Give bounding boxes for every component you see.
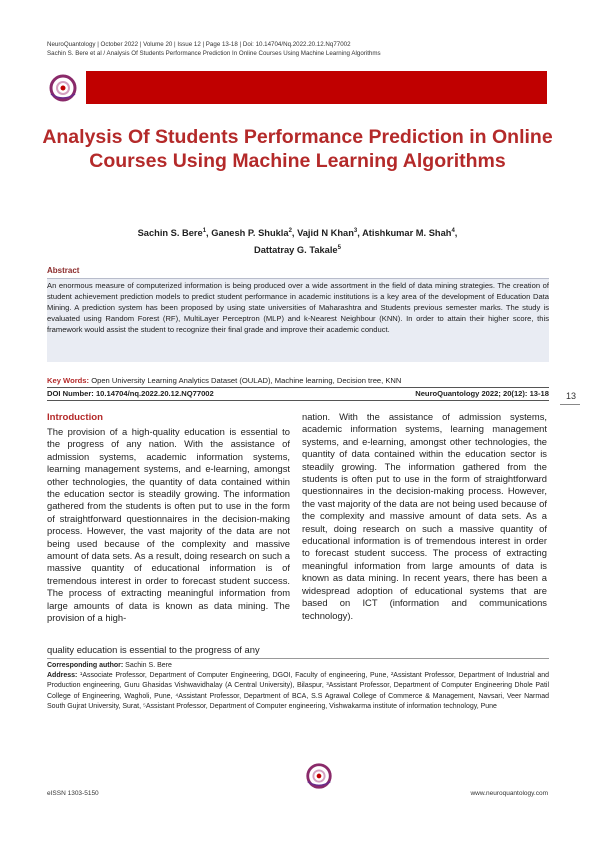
author-affiliation-mark: 1	[202, 228, 207, 234]
page-number-underline	[560, 404, 580, 405]
author-name: Ganesh P. Shukla	[211, 228, 289, 239]
keywords-line	[47, 376, 549, 385]
address-label: Address:	[47, 672, 78, 680]
doi-number: DOI Number: 10.14704/nq.2022.20.12.NQ77002	[47, 389, 214, 398]
page-number: 13	[566, 391, 577, 401]
keywords-label: Key Words:	[47, 376, 90, 385]
corresponding-author-block	[47, 661, 549, 712]
divider	[47, 658, 549, 659]
author-name: Sachin S. Bere	[137, 228, 203, 239]
running-header-line2: Sachin S. Bere et al / Analysis Of Students Performance Prediction In Online Courses Using Machine Learning Algorithms	[47, 50, 381, 57]
address-text: ¹Associate Professor, Department of Computer Engineering, DGOI, Faculty of engineering, Pune, ²Assistant Professor, Department of Industrial and Production engineering, Guru Ghasidas Vishwavidhalay (A Central University), Bilaspur, ³Assistant Professor, Department of Computer Engineering Dhole Patil College of Engineering, Wagholi, Pune, ⁴Assistant Professor, Department of BCA, S.S Agrawal College of Commerce & Management, Navsari, Veer Narmad South Gujrat University, Surat, ⁵Assistant Professor, Department of Computer engineering, Vishwakarma institute of information technology, Pune	[47, 672, 549, 710]
author-affiliation-mark: 5	[337, 245, 341, 252]
author-affiliation-mark: 3	[353, 228, 358, 234]
section-heading-introduction: Introduction	[47, 412, 103, 423]
header-red-bar	[86, 71, 547, 104]
body-column-left-tail: quality education is essential to the progress of any	[47, 644, 260, 655]
footer-url[interactable]: www.neuroquantology.com	[470, 790, 548, 797]
divider	[47, 387, 549, 388]
journal-citation: NeuroQuantology 2022; 20(12): 13-18	[415, 389, 549, 398]
neuroquantology-logo-icon	[304, 761, 334, 791]
paper-title: Analysis Of Students Performance Prediction in Online Courses Using Machine Learning Algorithms	[42, 126, 553, 172]
body-column-right: nation. With the assistance of admission systems, academic information systems, learning management systems, and e-learning, amongst other technologies, the quantity of data contained within the education sector is steadily growing. The information gathered from the students is often put to use in the form of straightforward questionnaires in the decision-making process. However, the vast majority of the data are not being used because of the complexity and massive amount of data sets. As a result, doing research on such a massive quantity of educational information is of tremendous interest in order to forecast student success. The process of extracting meaningful information from large amounts of data is known as data mining. In recent years, there has been a widespread adoption of educational systems that are based on ICT (information and communications technology).	[302, 411, 547, 621]
author-affiliation-mark: 2	[288, 228, 292, 234]
corresponding-author-name: Sachin S. Bere	[125, 662, 172, 669]
author-affiliation-mark: 4	[451, 228, 455, 234]
author-name: Vajid N Khan	[297, 228, 354, 239]
running-header-line1: NeuroQuantology | October 2022 | Volume 20 | Issue 12 | Page 13-18 | Doi: 10.14704/Nq.2022.20.12.Nq77002	[47, 41, 351, 48]
body-column-left: The provision of a high-quality education is essential to the progress of any nation. With the assistance of admission systems, academic information systems, learning management systems, and e-learning, amongst other technologies, the quantity of data contained within the education sector is steadily growing. The information gathered from the students is often put to use in the form of straightforward questionnaires in the decision-making process. However, the vast majority of the data are not being used because of the complexity and massive amount of data sets. As a result, doing research on such a massive quantity of educational information is of tremendous interest in order to forecast student success. The process of extracting meaningful information from large amounts of data is known as data mining. The provision of a high-	[47, 426, 290, 624]
keywords-text: Open University Learning Analytics Dataset (OULAD), Machine learning, Decision tree, KNN	[91, 376, 402, 385]
abstract-heading: Abstract	[47, 266, 80, 275]
affiliation-address	[47, 671, 549, 712]
neuroquantology-logo-icon	[47, 72, 79, 104]
author-list: Sachin S. Bere$^1$, Ganesh P. Shukla$^2$, Vajid N Khan$^3$, Atishkumar M. Shah$^4$, Dattatray G. Takale$^5$	[137, 228, 458, 256]
author-name: Dattatray G. Takale	[254, 245, 338, 256]
abstract-text: An enormous measure of computerized information is being produced over a wide assortment in the field of data mining strategies. The creation of student achievement prediction models to predict student performance in academic institutions is a key area of the development of Education Data Mining. A prediction system has been proposed by using state universities of Maharashtra and Students previous semester marks. The study is evaluated using Random Forest (RF), MultiLayer Perceptron (MLP) and k-Nearest Neighbour (KNN). In order to attain their higher score, this framework would assist the student to recognize their final grade and improve their academic conduct.	[47, 281, 549, 334]
divider	[47, 400, 549, 401]
author-name: Atishkumar M. Shah	[362, 228, 452, 239]
doi-line	[47, 389, 549, 398]
corresponding-author-label: Corresponding author:	[47, 662, 124, 669]
footer-eissn: eISSN 1303-5150	[47, 790, 99, 797]
corresponding-author-line	[47, 661, 549, 671]
